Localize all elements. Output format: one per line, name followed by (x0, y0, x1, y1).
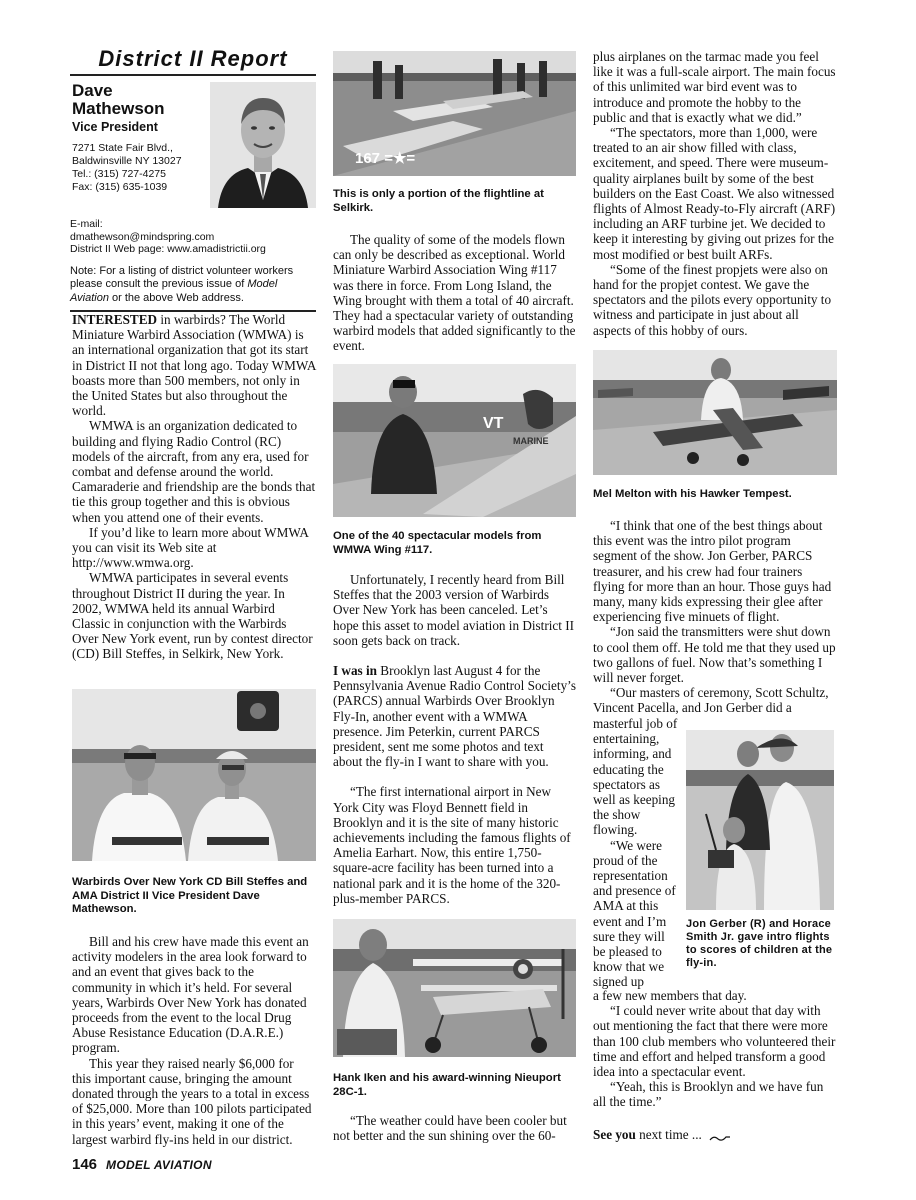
caption-warbirds-cd: Warbirds Over New York CD Bill Steffes and AMA District II Vice President Dave Mathewson. (72, 876, 308, 915)
lead-in: I was in (333, 663, 377, 679)
paragraph: The quality of some of the models flown can only be described as exceptional. World Miniature Warbird Association Wing #117 was there in force. From Long Island, the Wing brought with them a total of 40 aircraft. They had a spectacular variety of outstanding warbird models that added significantly to the event. (333, 232, 576, 354)
svg-text:MARINE: MARINE (513, 436, 549, 446)
fax: Fax: (315) 635-1039 (72, 181, 168, 193)
column-2-block-2 (333, 572, 576, 906)
email-label: E-mail: (70, 218, 103, 230)
magazine-name: MODEL AVIATION (106, 1158, 212, 1172)
contact-online (70, 218, 316, 256)
column-1-top (72, 312, 316, 662)
web-link[interactable]: District II Web page: www.amadistrictii.org (70, 243, 266, 255)
lead-in: INTERESTED (72, 312, 158, 327)
caption-flightline: This is only a portion of the flightline at Selkirk. (333, 188, 544, 214)
column-2-block-1 (333, 232, 576, 354)
paragraph: “The weather could have been cooler but not better and the sun shining over the 60- (333, 1113, 567, 1144)
column-3-block-1 (593, 49, 837, 338)
photo-flightline (333, 51, 576, 176)
paragraph: If you’d like to learn more about WMWA you can visit its Web site at http://www.wmwa.org. (72, 524, 309, 571)
paragraph: plus airplanes on the tarmac made you feel like it was a full-scale airport. The main focus of this unlimited war bird event was to introduce and promote the hobby to the public and that is exactly what we did.” (593, 49, 836, 125)
author-address (72, 142, 182, 194)
paragraph-text: next time ... (635, 1127, 702, 1142)
note-text-end: or the above Web address. (108, 291, 244, 304)
note-text-start: Note: For a listing of district volunteer workers please consult the previous issue of (70, 264, 294, 290)
volunteer-note (70, 265, 316, 313)
note-magazine-name: Model Aviation (70, 278, 278, 304)
author-block (70, 82, 316, 210)
paragraph: a few new members that day. (593, 988, 747, 1003)
photo-nieuport (333, 919, 576, 1057)
paragraph (72, 312, 316, 418)
paragraph: masterful job of entertaining, informing, and educating the spectators as well as keeping the show flowing. (593, 716, 678, 838)
svg-text:167 =★=: 167 =★= (355, 150, 416, 167)
author-portrait (210, 82, 316, 208)
paragraph (593, 1127, 837, 1142)
caption-hawker-tempest: Mel Melton with his Hawker Tempest. (593, 488, 792, 500)
caption-intro-flights: Jon Gerber (R) and Horace Smith Jr. gave intro flights to scores of children at the fly-in. (686, 918, 833, 969)
column-2-block-3 (333, 1113, 576, 1143)
paragraph: WMWA participates in several events throughout District II during the year. In 2002, WMWA held its annual Warbird Classic in conjunction with the Warbirds Over New York event, run by contest director (CD) Bill Steffes, in Selkirk, New York. (72, 570, 313, 662)
paragraph: “Yeah, this is Brooklyn and we have fun all the time.” (593, 1079, 824, 1110)
page-number: 146 (72, 1156, 98, 1173)
paragraph: “Our masters of ceremony, Scott Schultz, Vincent Pacella, and Jon Gerber did a (593, 685, 829, 716)
author-role: Vice President (72, 120, 158, 134)
caption-nieuport: Hank Iken and his award-winning Nieuport 28C-1. (333, 1072, 561, 1098)
caption-wing-117: One of the 40 spectacular models from WMWA Wing #117. (333, 530, 542, 556)
photo-hawker-tempest (593, 350, 837, 475)
paragraph: “The first international airport in New York City was Floyd Bennett field in Brooklyn and it is the site of many historic achievements including the famous flights of Amelia Earhart. Now, this entire 1,750-square-acre facility has been turned into a national park and it is the home of the 320-plus-member PARCS. (333, 784, 571, 906)
photo-wing-117-model (333, 364, 576, 517)
email-link[interactable]: dmathewson@mindspring.com (70, 230, 215, 243)
paragraph: This year they raised nearly $6,000 for this important cause, bringing the amount donated through the years to a total in excess of $25,000. More than 100 pilots participated in this years’ event, making it one of the largest warbird fly-ins held in our district. (72, 1055, 312, 1147)
paragraph: “I think that one of the best things about this event was the intro pilot program segment of the show. Jon Gerber, PARCS treasurer, and his crew had four trainers flying for more than an hour. Those guys had many, many kids expressing their glee after experiencing five minuets of flight. (593, 518, 832, 625)
paragraph: “The spectators, more than 1,000, were treated to an air show filled with class, excitement, and speed. There were museum-quality airplanes built by some of the best builders on the East Coast. We also witnessed flights of Almost Ready-to-Fly aircraft (ARF) including an ARF turbine jet. We decided to keep it interesting by giving out prizes for the most modified or best built ARFs. (593, 125, 836, 262)
column-3-wrap-text (593, 716, 679, 990)
column-3-block-3 (593, 988, 837, 1110)
paragraph-text: in warbirds? The World Miniature Warbird Association (WMWA) is an international organization that got its start in District II not that long ago. Today WMWA boasts more than 500 members, not only in the United States but also throughout the world. (72, 312, 316, 419)
phone: Tel.: (315) 727-4275 (72, 168, 166, 180)
column-3-signoff (593, 1127, 837, 1142)
paragraph: “We were proud of the representation and presence of AMA at this event and I’m sure they will be pleased to know that we signed up (593, 837, 676, 990)
paragraph: Unfortunately, I recently heard from Bill Steffes that the 2003 version of Warbirds Over New York has been canceled. Let’s hope this asset to model aviation in District II soon gets back on track. (333, 572, 574, 648)
report-header (70, 46, 316, 312)
address-line-2: Baldwinsville NY 13027 (72, 155, 182, 167)
paragraph-text: Brooklyn last August 4 for the Pennsylvania Avenue Radio Control Society’s (PARCS) annual Warbirds Over Brooklyn Fly-In, another event with a WMWA presence. Jim Peterkin, current PARCS president, sent me some photos and text about the fly-in I want to share with you. (333, 663, 576, 770)
photo-warbirds-cd (72, 689, 316, 861)
signature-mark-icon (709, 1131, 731, 1140)
paragraph: “I could never write about that day with out mentioning the fact that there were more than 100 club members who volunteered their time and effort and helped transform a good idea into a spectacular event. (593, 1003, 836, 1080)
column-1-bottom (72, 934, 316, 1147)
paragraph: Bill and his crew have made this event an activity modelers in the area look forward to and an event that gives back to the community in which it’s held. For several years, Warbirds Over New York has donated proceeds from the event to the local Drug Abuse Resistance Education (D.A.R.E.) program. (72, 934, 309, 1056)
report-title: District II Report (70, 46, 316, 76)
address-line-1: 7271 State Fair Blvd., (72, 142, 173, 154)
photo-intro-flights (686, 730, 834, 910)
column-3-block-2 (593, 518, 837, 716)
svg-text:VT: VT (483, 415, 504, 432)
paragraph (333, 663, 576, 769)
paragraph: “Jon said the transmitters were shut down to cool them off. He told me that they used up two gallons of fuel. Now that’s something I will never forget. (593, 624, 836, 686)
page-footer (72, 1156, 372, 1178)
author-first-name: Dave (72, 81, 113, 100)
paragraph: WMWA is an organization dedicated to building and flying Radio Control (RC) models of the aircraft, from any era, used for combat and defense around the world. Camaraderie and friendship are the bonds that tie this group together and this is obvious when you attend one of their events. (72, 418, 316, 525)
lead-in: See you (593, 1127, 636, 1142)
author-last-name: Mathewson (72, 99, 165, 118)
paragraph: “Some of the finest propjets were also on hand for the propjet contest. We gave the spectators and the pilots every opportunity to witness and participate in just about all aspects of this hobby of ours. (593, 261, 832, 338)
